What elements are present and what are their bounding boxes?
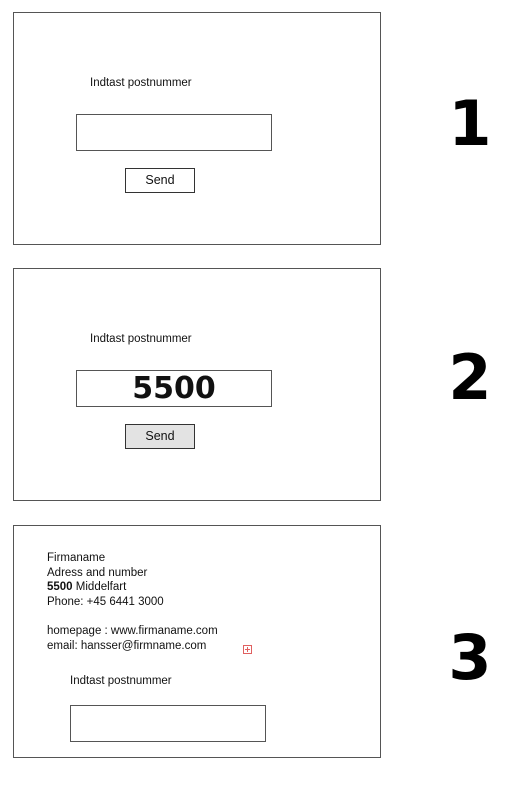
company-address: Adress and number [47,566,148,579]
company-city-line [47,580,218,595]
step-number-1: 1 [448,87,492,160]
step-number-2: 2 [448,341,492,414]
company-homepage: homepage : www.firmaname.com [47,624,218,637]
step-number-3: 3 [448,621,492,694]
zip-prompt-label: Indtast postnummer [90,77,192,89]
zip-input[interactable] [76,370,272,407]
step-2-panel [13,268,381,501]
company-contact-info [47,551,218,653]
step-3-panel [13,525,381,758]
zip-input[interactable] [76,114,272,151]
company-city: Middelfart [75,581,127,594]
step-1-panel [13,12,381,245]
company-phone: Phone: +45 6441 3000 [47,595,164,608]
company-email: email: hansser@firmname.com [47,639,207,652]
zip-prompt-label: Indtast postnummer [90,333,192,345]
zip-prompt-label: Indtast postnummer [70,675,172,687]
company-name: Firmaname [47,552,106,564]
send-button-pressed[interactable]: Send [125,424,195,449]
spacer [47,609,218,624]
zip-input[interactable] [70,705,266,742]
red-plus-box-icon [243,645,252,654]
company-postcode: 5500 [47,581,73,594]
send-button[interactable]: Send [125,168,195,193]
